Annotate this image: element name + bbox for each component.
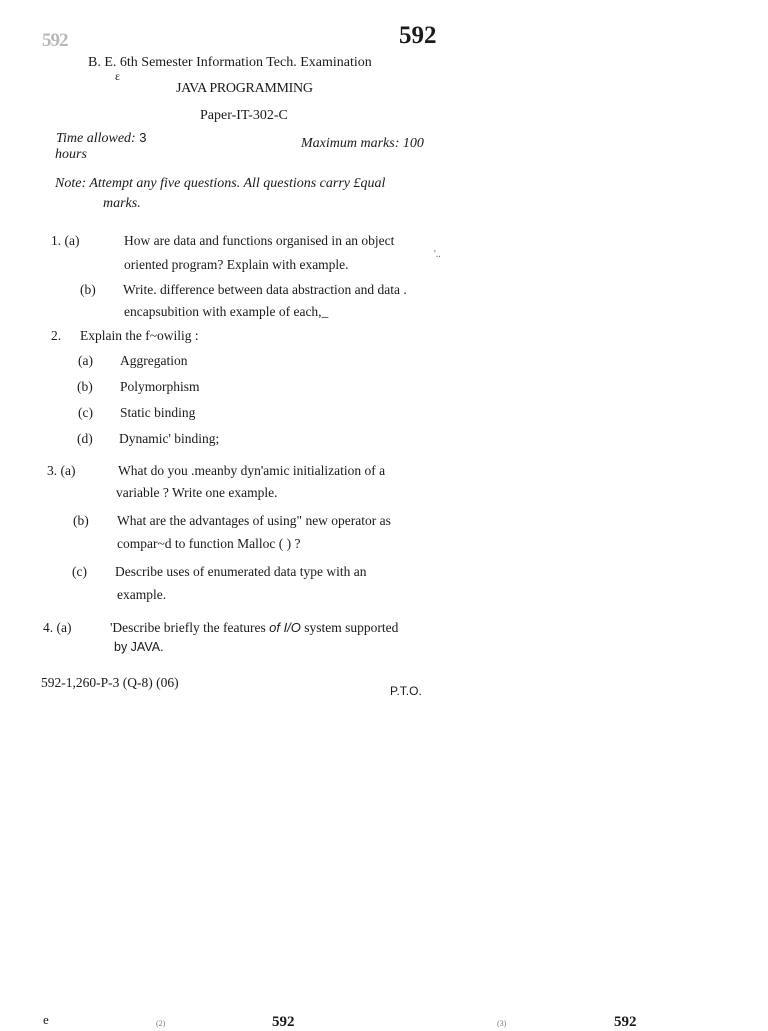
q1a-line-1: How are data and functions organised in an object xyxy=(124,233,395,248)
q4a-line-2: by JAVA. xyxy=(114,640,164,654)
q2-item-text: Polymorphism xyxy=(120,379,200,394)
subject-title: JAVA PROGRAMMING xyxy=(176,81,313,96)
maximum-marks: Maximum marks: 100 xyxy=(301,136,424,151)
bottom-page-mark-2: (3) xyxy=(497,1019,507,1028)
q4-number: 4. (a) xyxy=(43,620,72,635)
q2-item-text: Dynamic' binding; xyxy=(119,431,220,446)
q4a-text-post: system supported xyxy=(300,620,399,635)
q3b-line-1: What are the advantages of using" new operator as xyxy=(117,513,391,528)
footer-pto: P.T.O. xyxy=(390,684,422,698)
paper-code: Paper-IT-302-C xyxy=(200,108,288,123)
q3b-label: (b) xyxy=(73,513,89,528)
time-allowed xyxy=(56,130,146,147)
stray-mark: ε xyxy=(115,69,121,83)
footer-code: 592-1,260-P-3 (Q-8) (06) xyxy=(41,675,179,690)
q1b-line-1: Write. difference between data abstraction and data . xyxy=(123,282,407,297)
q1b-label: (b) xyxy=(80,282,96,297)
q1-number: 1. (a) xyxy=(51,233,80,248)
q2-item-label: (d) xyxy=(77,431,93,446)
q2-item-label: (a) xyxy=(78,353,93,368)
q2-item-text: Static binding xyxy=(120,405,196,420)
q2-title: Explain the f~owilig : xyxy=(80,328,199,343)
q4a-line-1 xyxy=(110,620,398,636)
q1b-line-2: encapsubition with example of each,_ xyxy=(124,304,329,319)
q2-item-label: (c) xyxy=(78,405,93,420)
smudge-mark: '.. xyxy=(434,249,441,260)
q3-number: 3. (a) xyxy=(47,463,76,478)
q3b-line-2: compar~d to function Malloc ( ) ? xyxy=(117,536,301,551)
q2-item-label: (b) xyxy=(77,379,93,394)
q3c-label: (c) xyxy=(72,564,87,579)
q2-number: 2. xyxy=(51,328,62,343)
bottom-paper-number-2: 592 xyxy=(614,1014,637,1030)
corner-mark: 592 xyxy=(42,30,68,51)
note-line-1: Note: Attempt any five questions. All questions carry £qual xyxy=(55,176,386,191)
q1a-line-2: oriented program? Explain with example. xyxy=(124,257,349,272)
q4a-text-io: of I/O xyxy=(269,620,301,635)
q4a-text-pre: 'Describe briefly the features xyxy=(110,620,270,635)
bottom-left-mark: e xyxy=(43,1012,49,1027)
time-value: 3 xyxy=(139,130,147,145)
q2-item-text: Aggregation xyxy=(120,353,188,368)
q3a-line-1: What do you .meanby dyn'amic initialization of a xyxy=(118,463,386,478)
q3c-line-1: Describe uses of enumerated data type with an xyxy=(115,564,367,579)
note-line-2: marks. xyxy=(103,196,141,211)
time-label: Time allowed: xyxy=(56,131,136,146)
bottom-paper-number-1: 592 xyxy=(272,1014,295,1030)
time-unit: hours xyxy=(55,147,87,162)
bottom-page-mark-1: (2) xyxy=(156,1019,166,1028)
examination-title: B. E. 6th Semester Information Tech. Examination xyxy=(88,55,372,70)
paper-number: 592 xyxy=(399,22,437,49)
q3c-line-2: example. xyxy=(117,587,167,602)
q3a-line-2: variable ? Write one example. xyxy=(116,485,278,500)
